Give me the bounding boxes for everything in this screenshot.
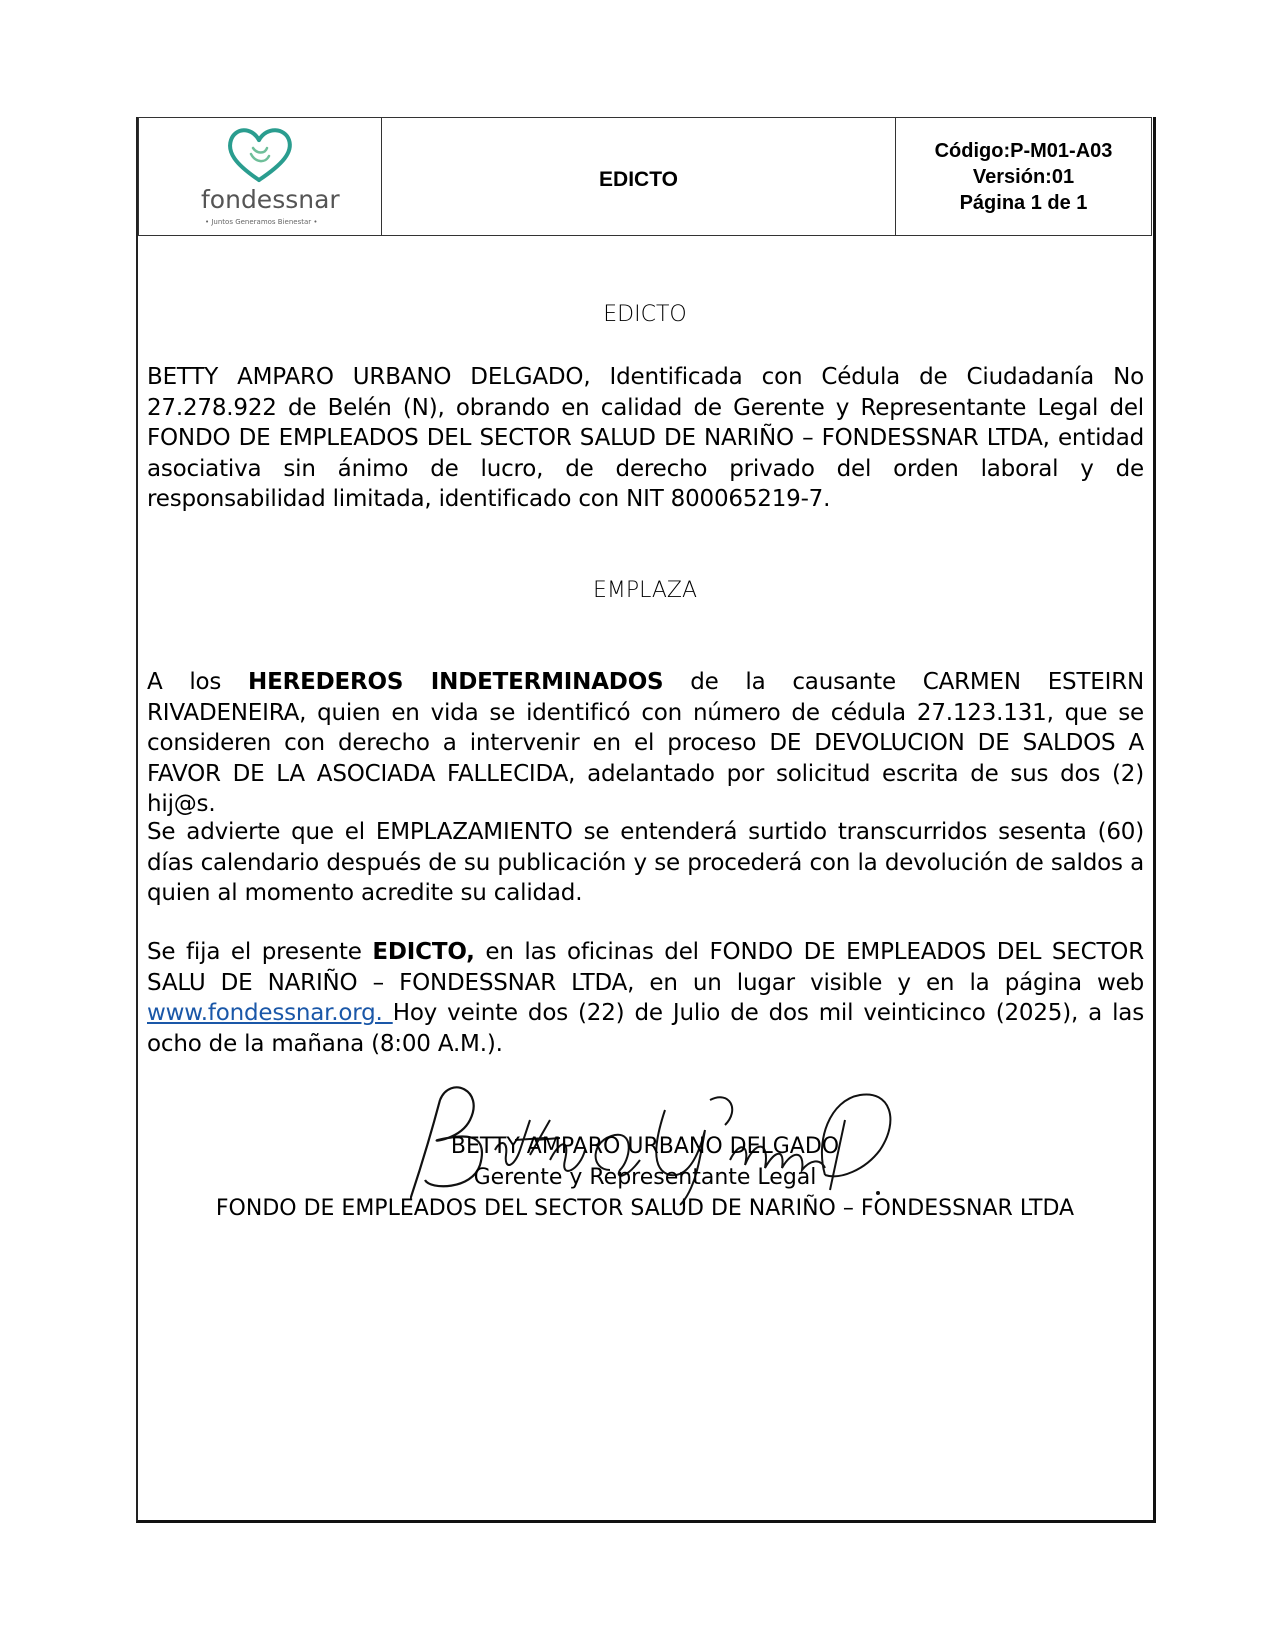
document-version: Versión:01 [972,165,1075,188]
signer-name: BETTY AMPARO URBANO DELGADO [450,1134,840,1159]
document-header [138,117,1152,236]
posting-paragraph: Se fija el presente EDICTO, en las oficinas del FONDO DE EMPLEADOS DEL SECTOR SALU DE NARIÑO – FONDESSNAR LTDA, en un lugar visible y en la página web www.fondessnar.org. Hoy veinte dos (22) de Julio de dos mil veinticinco (2025), a las ocho de la mañana (8:00 A.M.). [147,939,1144,1057]
document-heading: EDICTO [603,302,687,327]
logo-wordmark: fondessnar [201,185,340,214]
website-link[interactable]: www.fondessnar.org. [147,1000,393,1026]
intro-paragraph: BETTY AMPARO URBANO DELGADO, Identificada con Cédula de Ciudadanía No 27.278.922 de Belén (N), obrando en calidad de Gerente y Representante Legal del FONDO DE EMPLEADOS DEL SECTOR SALUD DE NARIÑO – FONDESSNAR LTDA, entidad asociativa sin ánimo de lucro, de derecho privado del orden laboral y de responsabilidad limitada, identificado con NIT 800065219-7. [147,364,1144,512]
document-code: Código:P-M01-A03 [934,139,1113,162]
notice-paragraph: Se advierte que el EMPLAZAMIENTO se entenderá surtido transcurridos sesenta (60) días calendario después de su publicación y se procederá con la devolución de saldos a quien al momento acredite su calidad. [147,819,1144,906]
heirs-bold: HEREDEROS INDETERMINADOS [248,669,664,695]
header-code-cell [896,118,1151,235]
signer-role: Gerente y Representante Legal [473,1165,817,1190]
header-title: EDICTO [599,167,678,191]
signer-organization: FONDO DE EMPLEADOS DEL SECTOR SALUD DE NARIÑO – FONDESSNAR LTDA [215,1196,1075,1221]
logo-tagline: • Juntos Generamos Bienestar • [205,218,318,226]
edicto-bold: EDICTO, [372,939,475,965]
header-title-cell [382,118,896,235]
logo-cell [139,118,382,235]
heart-hand-logo-icon [225,124,295,184]
page-number: Página 1 de 1 [959,191,1088,214]
heirs-paragraph: A los HEREDEROS INDETERMINADOS de la causante CARMEN ESTEIRN RIVADENEIRA, quien en vida se identificó con número de cédula 27.123.131, que se consideren con derecho a intervenir en el proceso DE DEVOLUCION DE SALDOS A FAVOR DE LA ASOCIADA FALLECIDA, adelantado por solicitud escrita de sus dos (2) hij@s. [147,669,1144,817]
signature-block [138,1131,1152,1224]
emplaza-heading: EMPLAZA [592,578,698,603]
